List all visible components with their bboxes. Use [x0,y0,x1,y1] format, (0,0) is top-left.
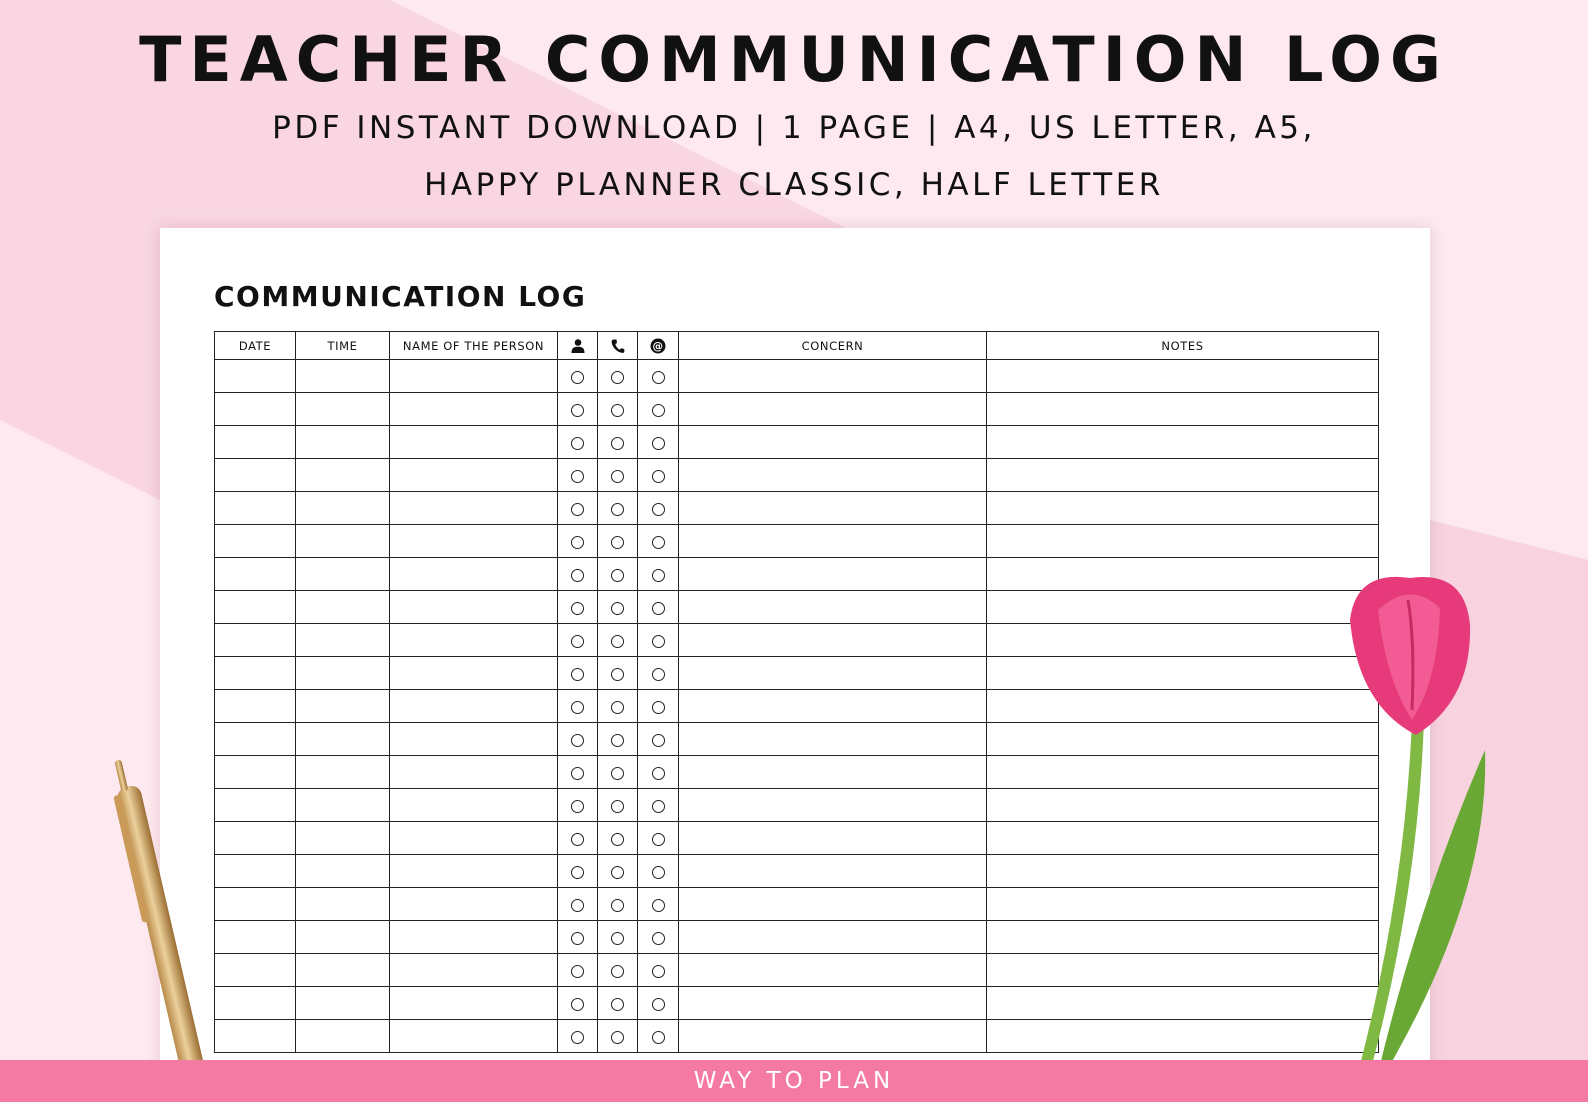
in-person-checkbox [558,888,598,921]
name-cell [390,855,558,888]
circle-checkbox [571,800,584,813]
time-cell [296,822,390,855]
email-checkbox [638,954,679,987]
name-cell [390,393,558,426]
time-cell [296,525,390,558]
time-cell [296,558,390,591]
name-cell [390,624,558,657]
page-title: TEACHER COMMUNICATION LOG [139,23,1449,96]
time-cell [296,657,390,690]
phone-checkbox [598,558,638,591]
email-checkbox [638,987,679,1020]
circle-checkbox [611,866,624,879]
phone-checkbox [598,624,638,657]
in-person-checkbox [558,789,598,822]
concern-cell [679,855,987,888]
phone-checkbox [598,426,638,459]
in-person-checkbox [558,921,598,954]
circle-checkbox [611,734,624,747]
circle-checkbox [611,833,624,846]
time-cell [296,888,390,921]
email-checkbox [638,888,679,921]
time-cell [296,360,390,393]
time-cell [296,459,390,492]
circle-checkbox [652,602,665,615]
phone-checkbox [598,822,638,855]
circle-checkbox [652,899,665,912]
circle-checkbox [571,536,584,549]
circle-checkbox [652,569,665,582]
concern-cell [679,789,987,822]
circle-checkbox [571,701,584,714]
in-person-checkbox [558,855,598,888]
concern-cell [679,624,987,657]
concern-cell [679,525,987,558]
time-cell [296,954,390,987]
name-cell [390,525,558,558]
concern-cell [679,657,987,690]
circle-checkbox [571,470,584,483]
email-checkbox [638,1020,679,1053]
name-cell [390,426,558,459]
circle-checkbox [571,635,584,648]
time-cell [296,855,390,888]
concern-cell [679,756,987,789]
circle-checkbox [611,767,624,780]
circle-checkbox [652,866,665,879]
circle-checkbox [652,635,665,648]
time-cell [296,624,390,657]
concern-cell [679,723,987,756]
name-cell [390,822,558,855]
concern-cell [679,591,987,624]
email-checkbox [638,855,679,888]
concern-cell [679,690,987,723]
table-row [215,591,1379,624]
name-cell [390,888,558,921]
time-cell [296,690,390,723]
time-cell [296,492,390,525]
name-cell [390,921,558,954]
in-person-checkbox [558,657,598,690]
table-row [215,426,1379,459]
circle-checkbox [571,668,584,681]
table-row [215,360,1379,393]
table-row [215,921,1379,954]
table-row [215,657,1379,690]
phone-checkbox [598,789,638,822]
email-checkbox [638,393,679,426]
planner-sheet [160,228,1430,1102]
circle-checkbox [652,470,665,483]
circle-checkbox [652,932,665,945]
column-header-time: TIME [296,332,390,360]
in-person-checkbox [558,558,598,591]
circle-checkbox [652,767,665,780]
in-person-checkbox [558,1020,598,1053]
concern-cell [679,921,987,954]
date-cell [215,426,296,459]
table-row [215,690,1379,723]
circle-checkbox [611,998,624,1011]
circle-checkbox [571,734,584,747]
circle-checkbox [571,767,584,780]
concern-cell [679,822,987,855]
circle-checkbox [571,833,584,846]
column-header-concern: CONCERN [679,332,987,360]
table-row [215,558,1379,591]
email-checkbox [638,459,679,492]
circle-checkbox [611,1031,624,1044]
concern-cell [679,954,987,987]
table-row [215,855,1379,888]
email-checkbox [638,723,679,756]
email-checkbox [638,360,679,393]
circle-checkbox [611,602,624,615]
email-checkbox [638,492,679,525]
time-cell [296,921,390,954]
circle-checkbox [571,404,584,417]
table-body [215,360,1379,1053]
time-cell [296,1020,390,1053]
gold-pen [88,755,228,1065]
in-person-checkbox [558,360,598,393]
circle-checkbox [571,371,584,384]
name-cell [390,558,558,591]
date-cell [215,591,296,624]
in-person-checkbox [558,492,598,525]
phone-checkbox [598,360,638,393]
concern-cell [679,888,987,921]
table-row [215,1020,1379,1053]
circle-checkbox [611,536,624,549]
name-cell [390,492,558,525]
email-checkbox [638,426,679,459]
circle-checkbox [611,932,624,945]
time-cell [296,723,390,756]
time-cell [296,426,390,459]
name-cell [390,591,558,624]
in-person-checkbox [558,822,598,855]
column-header-name: NAME OF THE PERSON [390,332,558,360]
circle-checkbox [611,371,624,384]
date-cell [215,657,296,690]
circle-checkbox [652,536,665,549]
circle-checkbox [652,833,665,846]
circle-checkbox [652,701,665,714]
phone-checkbox [598,525,638,558]
table-row [215,987,1379,1020]
notes-cell [987,525,1379,558]
table-header-row [215,332,1379,360]
name-cell [390,756,558,789]
circle-checkbox [571,1031,584,1044]
circle-checkbox [611,899,624,912]
column-header-date: DATE [215,332,296,360]
email-checkbox [638,921,679,954]
table-row [215,822,1379,855]
concern-cell [679,360,987,393]
name-cell [390,987,558,1020]
date-cell [215,690,296,723]
concern-cell [679,1020,987,1053]
phone-checkbox [598,921,638,954]
in-person-checkbox [558,525,598,558]
date-cell [215,360,296,393]
date-cell [215,525,296,558]
circle-checkbox [611,635,624,648]
phone-checkbox [598,459,638,492]
column-header-notes: NOTES [987,332,1379,360]
circle-checkbox [611,503,624,516]
concern-cell [679,492,987,525]
email-checkbox [638,591,679,624]
at-email-icon [650,338,666,354]
name-cell [390,690,558,723]
circle-checkbox [611,965,624,978]
time-cell [296,756,390,789]
table-row [215,492,1379,525]
subtitle-sizes: HAPPY PLANNER CLASSIC, HALF LETTER [424,167,1164,203]
circle-checkbox [611,437,624,450]
circle-checkbox [611,404,624,417]
circle-checkbox [652,404,665,417]
communication-log-table [214,331,1379,1053]
date-cell [215,492,296,525]
phone-checkbox [598,987,638,1020]
circle-checkbox [652,371,665,384]
circle-checkbox [571,866,584,879]
concern-cell [679,393,987,426]
phone-checkbox [598,1020,638,1053]
brand-footer: WAY TO PLAN [0,1060,1588,1102]
circle-checkbox [571,503,584,516]
email-checkbox [638,690,679,723]
table-row [215,393,1379,426]
phone-icon [610,338,626,354]
circle-checkbox [611,470,624,483]
circle-checkbox [571,932,584,945]
phone-checkbox [598,756,638,789]
date-cell [215,393,296,426]
time-cell [296,393,390,426]
phone-checkbox [598,954,638,987]
notes-cell [987,459,1379,492]
circle-checkbox [652,734,665,747]
in-person-checkbox [558,690,598,723]
phone-checkbox [598,591,638,624]
column-header-in-person [558,332,598,360]
phone-checkbox [598,657,638,690]
table-row [215,954,1379,987]
in-person-checkbox [558,987,598,1020]
table-row [215,888,1379,921]
concern-cell [679,426,987,459]
circle-checkbox [652,1031,665,1044]
circle-checkbox [571,437,584,450]
phone-checkbox [598,492,638,525]
concern-cell [679,987,987,1020]
in-person-checkbox [558,591,598,624]
email-checkbox [638,558,679,591]
date-cell [215,624,296,657]
email-checkbox [638,822,679,855]
phone-checkbox [598,888,638,921]
time-cell [296,987,390,1020]
table-row [215,756,1379,789]
circle-checkbox [571,602,584,615]
circle-checkbox [652,965,665,978]
in-person-checkbox [558,954,598,987]
table-row [215,624,1379,657]
circle-checkbox [652,437,665,450]
in-person-checkbox [558,624,598,657]
pink-tulip [1320,570,1520,1065]
circle-checkbox [611,800,624,813]
table-row [215,525,1379,558]
circle-checkbox [611,668,624,681]
circle-checkbox [652,503,665,516]
email-checkbox [638,789,679,822]
circle-checkbox [571,899,584,912]
date-cell [215,459,296,492]
email-checkbox [638,657,679,690]
in-person-checkbox [558,756,598,789]
column-header-phone [598,332,638,360]
column-header-email [638,332,679,360]
name-cell [390,657,558,690]
phone-checkbox [598,393,638,426]
concern-cell [679,558,987,591]
circle-checkbox [611,569,624,582]
email-checkbox [638,624,679,657]
circle-checkbox [652,998,665,1011]
in-person-checkbox [558,723,598,756]
notes-cell [987,360,1379,393]
name-cell [390,360,558,393]
table-row [215,723,1379,756]
name-cell [390,459,558,492]
notes-cell [987,492,1379,525]
name-cell [390,1020,558,1053]
circle-checkbox [571,998,584,1011]
table-row [215,459,1379,492]
phone-checkbox [598,855,638,888]
date-cell [215,723,296,756]
svg-text:@: @ [652,340,664,353]
circle-checkbox [652,800,665,813]
circle-checkbox [611,701,624,714]
notes-cell [987,426,1379,459]
circle-checkbox [571,569,584,582]
log-title: COMMUNICATION LOG [214,280,587,313]
name-cell [390,723,558,756]
concern-cell [679,459,987,492]
name-cell [390,954,558,987]
subtitle-formats: PDF INSTANT DOWNLOAD | 1 PAGE | A4, US LETTER, A5, [272,110,1316,146]
email-checkbox [638,756,679,789]
in-person-checkbox [558,393,598,426]
circle-checkbox [652,668,665,681]
phone-checkbox [598,723,638,756]
person-icon [570,338,586,354]
in-person-checkbox [558,459,598,492]
time-cell [296,789,390,822]
phone-checkbox [598,690,638,723]
time-cell [296,591,390,624]
circle-checkbox [571,965,584,978]
notes-cell [987,393,1379,426]
date-cell [215,558,296,591]
in-person-checkbox [558,426,598,459]
table-row [215,789,1379,822]
name-cell [390,789,558,822]
email-checkbox [638,525,679,558]
